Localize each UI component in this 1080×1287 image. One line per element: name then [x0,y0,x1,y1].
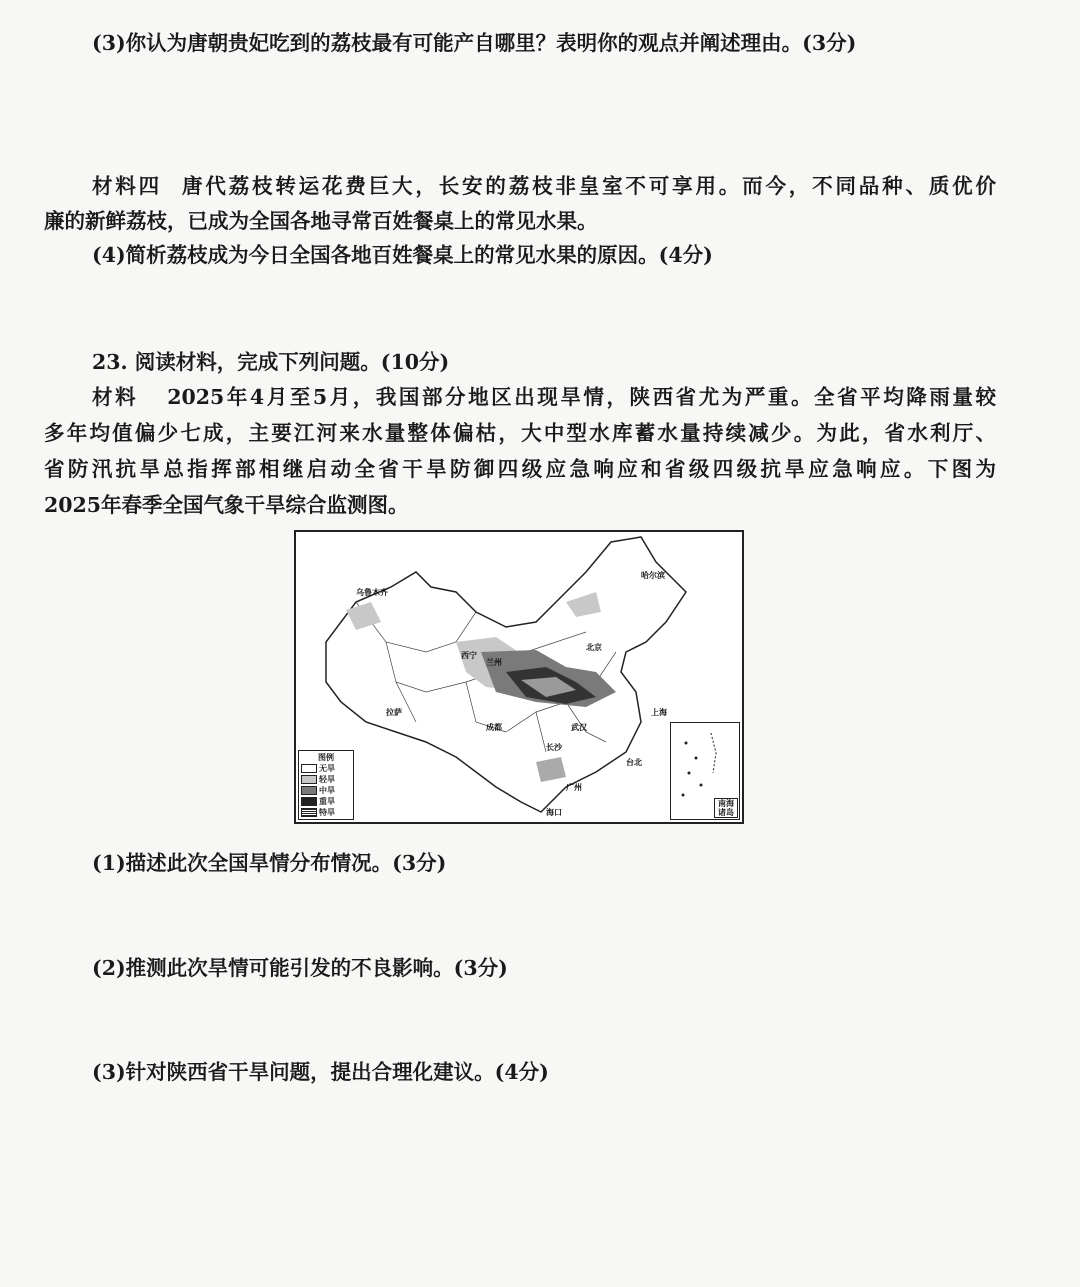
city-label: 哈尔滨 [641,570,665,580]
legend-item: 轻旱 [301,774,351,785]
question-23-3: (3)针对陕西省干旱问题，提出合理化建议。(4分) [92,1060,549,1084]
material-line-3: 省防汛抗旱总指挥部相继启动全省干旱防御四级应急响应和省级四级抗旱应急响应。下图为 [44,457,996,481]
material-4-line-2: 廉的新鲜荔枝，已成为全国各地寻常百姓餐桌上的常见水果。 [44,209,598,233]
material-4-text-1: 唐代荔枝转运花费巨大，长安的荔枝非皇室不可享用。而今，不同品种、质优价 [181,174,997,198]
city-label: 广州 [566,782,582,792]
legend-item: 特旱 [301,807,351,818]
material-label: 材料 [92,385,139,409]
question-22-4: (4)简析荔枝成为今日全国各地百姓餐桌上的常见水果的原因。(4分) [92,243,713,267]
city-label: 海口 [546,807,562,817]
drought-monitoring-map [294,530,744,824]
city-label: 上海 [651,707,667,717]
legend-item: 重旱 [301,796,351,807]
city-label: 拉萨 [386,707,402,717]
material-line-1 [92,380,996,410]
material-line-4: 2025年春季全国气象干旱综合监测图。 [44,493,409,517]
city-label: 北京 [586,642,602,652]
city-label: 台北 [626,757,642,767]
question-23-1: (1)描述此次全国旱情分布情况。(3分) [92,851,447,875]
material-4-label: 材料四 [92,174,163,198]
city-label: 成都 [486,722,502,732]
material-text-1: 2025年4月至5月，我国部分地区出现旱情，陕西省尤为严重。全省平均降雨量较 [167,385,996,409]
city-label: 乌鲁木齐 [356,587,388,597]
city-label: 兰州 [486,657,502,667]
legend-title: 图例 [318,752,334,762]
city-label: 武汉 [571,722,587,732]
material-4-line-1 [92,169,996,199]
legend-item: 中旱 [301,785,351,796]
city-label: 长沙 [546,742,562,752]
question-23-title: 23. 阅读材料，完成下列问题。(10分) [92,350,450,374]
city-label: 西宁 [461,650,477,660]
inset-label: 南海诸岛 [714,798,738,818]
legend-item: 无旱 [301,763,351,774]
south-china-sea-inset [670,722,740,820]
material-line-2: 多年均值偏少七成，主要江河来水量整体偏枯，大中型水库蓄水量持续减少。为此，省水利厅、 [44,421,996,445]
question-22-3: (3)你认为唐朝贵妃吃到的荔枝最有可能产自哪里？表明你的观点并阐述理由。(3分) [92,31,857,55]
map-legend [298,750,354,820]
question-23-2: (2)推测此次旱情可能引发的不良影响。(3分) [92,956,508,980]
